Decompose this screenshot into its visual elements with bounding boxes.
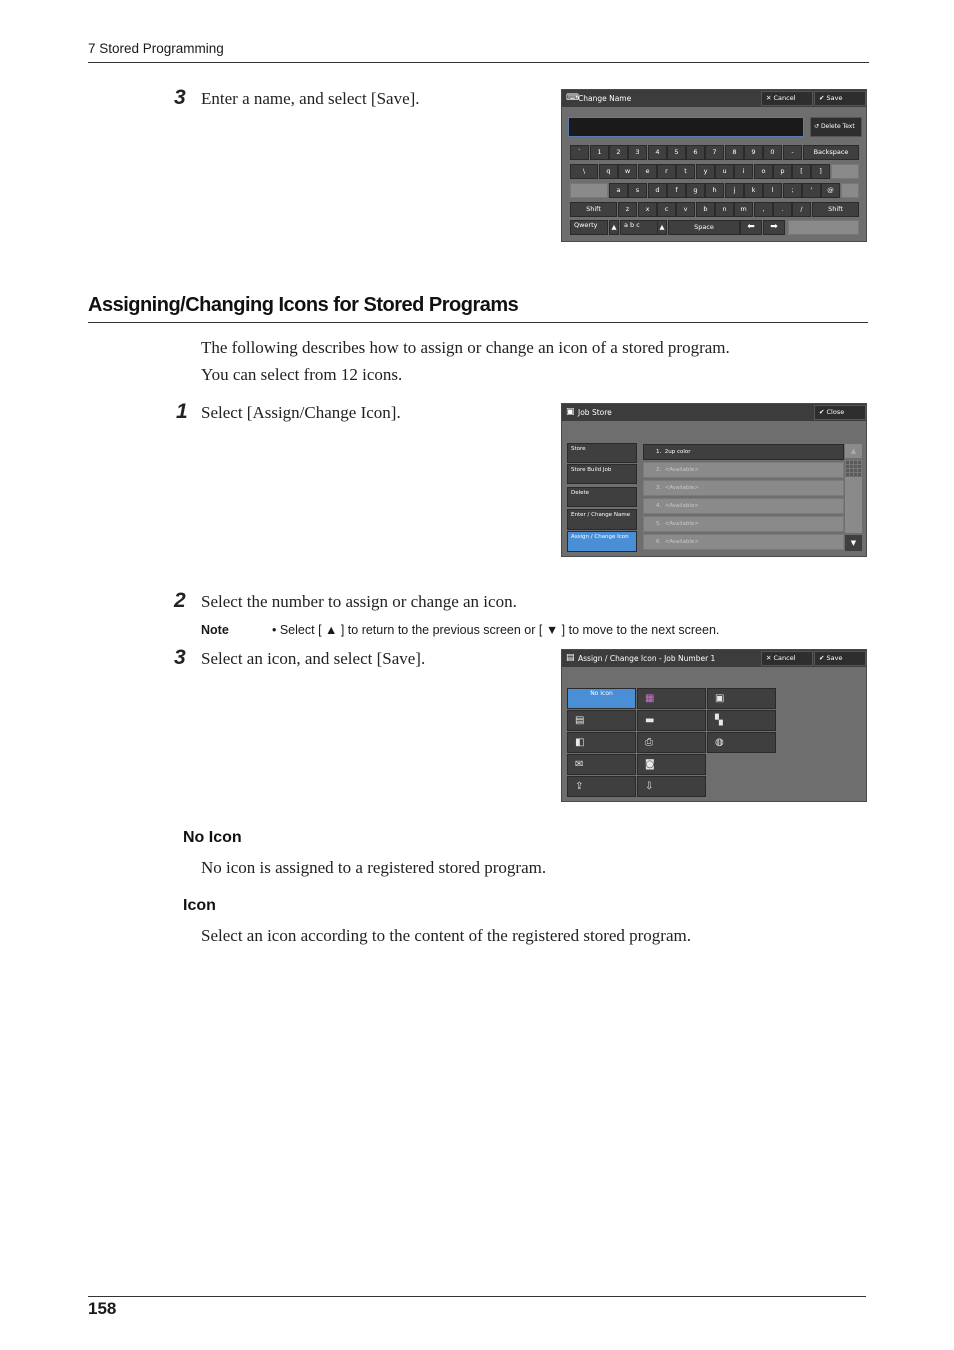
key[interactable]: [	[792, 164, 811, 179]
key[interactable]: /	[792, 202, 811, 217]
close-icon: ✕	[766, 654, 774, 662]
check-icon: ✔	[819, 654, 827, 662]
job-row[interactable]	[643, 444, 844, 460]
cancel-button[interactable]	[761, 91, 813, 106]
key[interactable]: 9	[744, 145, 763, 160]
arrow-left-icon[interactable]: ⬅	[740, 220, 762, 235]
section-rule	[88, 322, 868, 323]
check-icon: ✔	[819, 408, 827, 416]
key[interactable]: m	[734, 202, 753, 217]
screen-title: Change Name	[578, 94, 632, 103]
key[interactable]: \	[570, 164, 598, 179]
key[interactable]: 5	[667, 145, 686, 160]
check-icon: ✔	[819, 94, 827, 102]
key[interactable]: c	[657, 202, 676, 217]
monitor-icon: ▬	[645, 715, 655, 726]
job-number: 2.	[656, 467, 662, 473]
key[interactable]: ]	[811, 164, 830, 179]
key[interactable]: k	[744, 183, 763, 198]
triangle-up-icon[interactable]: ▲	[657, 220, 667, 235]
key[interactable]: '	[802, 183, 821, 198]
key[interactable]: w	[618, 164, 637, 179]
keyboard-icon: ⌨	[566, 93, 579, 103]
screen-title: Job Store	[578, 408, 612, 417]
step-text: Select [Assign/Change Icon].	[201, 403, 401, 422]
cancel-button[interactable]	[761, 651, 813, 666]
icon-option[interactable]	[637, 754, 706, 775]
icon-option[interactable]	[707, 732, 776, 753]
screen-title: Assign / Change Icon - Job Number 1	[578, 654, 716, 663]
scroll-up-button[interactable]: ▲	[845, 444, 862, 458]
backspace-key[interactable]: Backspace	[803, 145, 859, 160]
step-number: 2	[174, 589, 186, 612]
undo-icon: ↺	[814, 123, 821, 130]
section-title: Assigning/Changing Icons for Stored Programs	[88, 294, 519, 316]
step-text: Select an icon, and select [Save].	[201, 649, 426, 668]
blank-key	[788, 220, 859, 235]
key[interactable]: 4	[648, 145, 667, 160]
icon-option[interactable]	[567, 754, 636, 775]
icon-text: Select an icon according to the content of the registered stored program.	[201, 926, 691, 945]
job-label: <Available>	[664, 485, 699, 491]
floppy-disk-icon: ▣	[715, 693, 725, 704]
key[interactable]: g	[686, 183, 705, 198]
scroll-down-button[interactable]: ▼	[845, 535, 862, 551]
job-number: 3.	[656, 485, 662, 491]
folder-download-icon: ⇩	[645, 781, 654, 792]
menu-enter-change-name[interactable]: Enter / Change Name	[567, 509, 637, 530]
save-label: Save	[826, 94, 843, 102]
save-button[interactable]	[814, 91, 866, 106]
cancel-label: Cancel	[773, 94, 796, 102]
job-label: <Available>	[664, 467, 699, 473]
menu-store-build-job[interactable]: Store Build Job	[567, 464, 637, 484]
key[interactable]: 2	[609, 145, 628, 160]
key[interactable]: u	[715, 164, 734, 179]
shift-key-left[interactable]: Shift	[570, 202, 617, 217]
assign-icon-screenshot	[561, 649, 867, 802]
key[interactable]: q	[599, 164, 618, 179]
key[interactable]: 8	[725, 145, 744, 160]
step-number: 3	[174, 86, 186, 109]
floppy-disk-icon: ▤	[566, 653, 575, 663]
key[interactable]: x	[638, 202, 657, 217]
icon-option[interactable]	[637, 732, 706, 753]
key[interactable]: .	[773, 202, 792, 217]
job-number: 1.	[656, 449, 662, 455]
email-icon: ✉	[575, 759, 584, 770]
key[interactable]: o	[754, 164, 773, 179]
job-label: <Available>	[664, 539, 699, 545]
job-label: <Available>	[664, 503, 699, 509]
menu-store[interactable]: Store	[567, 443, 637, 463]
step-text: Select the number to assign or change an icon.	[201, 592, 517, 611]
delete-text-label: Delete Text	[820, 123, 855, 130]
cancel-label: Cancel	[773, 654, 796, 662]
footer-rule	[88, 1296, 866, 1297]
key[interactable]: y	[696, 164, 715, 179]
document-stack-icon: ▤	[575, 715, 585, 726]
close-button[interactable]	[814, 405, 866, 420]
booklet-icon: ◧	[575, 737, 585, 748]
key[interactable]: 1	[590, 145, 609, 160]
blank-key	[841, 183, 859, 198]
job-row[interactable]	[643, 498, 844, 514]
job-store-screenshot	[561, 403, 867, 557]
key[interactable]: 6	[686, 145, 705, 160]
key[interactable]: ;	[783, 183, 802, 198]
key[interactable]: a	[609, 183, 628, 198]
icon-option[interactable]	[567, 710, 636, 731]
step-number: 1	[176, 400, 188, 423]
change-name-screenshot	[561, 89, 867, 242]
job-store-icon: ▣	[566, 407, 575, 417]
title-bar	[562, 404, 866, 421]
save-button[interactable]	[814, 651, 866, 666]
key[interactable]: f	[667, 183, 686, 198]
icon-option[interactable]	[637, 688, 706, 709]
triangle-up-icon[interactable]: ▲	[609, 220, 619, 235]
key[interactable]: r	[657, 164, 676, 179]
icon-option[interactable]	[637, 776, 706, 797]
key[interactable]: ,	[754, 202, 773, 217]
key[interactable]: -	[783, 145, 802, 160]
step-text: Enter a name, and select [Save].	[201, 89, 420, 108]
key[interactable]: i	[734, 164, 753, 179]
close-label: Close	[826, 408, 845, 416]
job-label: 2up color	[664, 449, 691, 455]
key[interactable]: 7	[705, 145, 724, 160]
job-row[interactable]	[643, 462, 844, 478]
blank-key	[570, 183, 608, 198]
job-number: 4.	[656, 503, 662, 509]
key[interactable]: d	[648, 183, 667, 198]
key[interactable]: j	[725, 183, 744, 198]
key[interactable]: `	[570, 145, 589, 160]
no-icon-option[interactable]: No Icon	[567, 688, 636, 709]
title-bar	[562, 650, 866, 667]
arrow-right-icon[interactable]: ➡	[763, 220, 785, 235]
key[interactable]: l	[763, 183, 782, 198]
header-rule	[88, 62, 869, 63]
icon-option[interactable]	[637, 710, 706, 731]
icon-option[interactable]	[567, 732, 636, 753]
key[interactable]: h	[705, 183, 724, 198]
no-icon-heading: No Icon	[183, 829, 242, 846]
icon-option[interactable]	[707, 710, 776, 731]
menu-assign-change-icon[interactable]: Assign / Change Icon	[567, 531, 637, 552]
key[interactable]: s	[628, 183, 647, 198]
intro-text-2: You can select from 12 icons.	[201, 365, 403, 384]
key[interactable]: 3	[628, 145, 647, 160]
intro-text-1: The following describes how to assign or change an icon of a stored program.	[201, 338, 730, 357]
key[interactable]: v	[676, 202, 695, 217]
delete-text-button[interactable]	[810, 117, 862, 137]
key[interactable]: p	[773, 164, 792, 179]
scrollbar-track[interactable]	[845, 477, 862, 533]
running-head: 7 Stored Programming	[88, 41, 224, 56]
no-icon-text: No icon is assigned to a registered stored program.	[201, 858, 547, 877]
note-label: Note	[201, 623, 229, 637]
key[interactable]: 0	[763, 145, 782, 160]
globe-icon: ◍	[715, 737, 724, 748]
color-copy-icon: ▦	[645, 693, 655, 704]
close-icon: ✕	[766, 94, 774, 102]
job-row[interactable]	[643, 480, 844, 496]
folder-upload-icon: ⇪	[575, 781, 584, 792]
key[interactable]: t	[676, 164, 695, 179]
key[interactable]: n	[715, 202, 734, 217]
page-number: 158	[88, 1299, 117, 1318]
scroll-thumb[interactable]	[845, 460, 862, 476]
job-number: 5.	[656, 521, 662, 527]
menu-delete[interactable]: Delete	[567, 487, 637, 507]
shift-key-right[interactable]: Shift	[812, 202, 859, 217]
job-row[interactable]	[643, 534, 844, 550]
camera-icon: ◙	[645, 759, 655, 770]
icon-option[interactable]	[707, 688, 776, 709]
step-number: 3	[174, 646, 186, 669]
qwerty-mode-button[interactable]: Qwerty	[570, 220, 608, 235]
name-input[interactable]	[568, 117, 804, 137]
job-row[interactable]	[643, 516, 844, 532]
note-text: • Select [ ▲ ] to return to the previous screen or [ ▼ ] to move to the next screen.	[272, 623, 720, 637]
icon-option[interactable]	[567, 776, 636, 797]
key[interactable]: @	[821, 183, 840, 198]
abc-mode-button[interactable]: a b c	[620, 220, 658, 235]
job-label: <Available>	[664, 521, 699, 527]
printer-icon: ⎙	[645, 737, 653, 748]
blank-key	[831, 164, 859, 179]
key[interactable]: b	[696, 202, 715, 217]
icon-heading: Icon	[183, 897, 216, 914]
job-number: 6.	[656, 539, 662, 545]
save-label: Save	[826, 654, 843, 662]
title-bar	[562, 90, 866, 107]
network-icon: ▚	[715, 715, 723, 726]
space-key[interactable]: Space	[668, 220, 740, 235]
key[interactable]: e	[638, 164, 657, 179]
key[interactable]: z	[618, 202, 637, 217]
